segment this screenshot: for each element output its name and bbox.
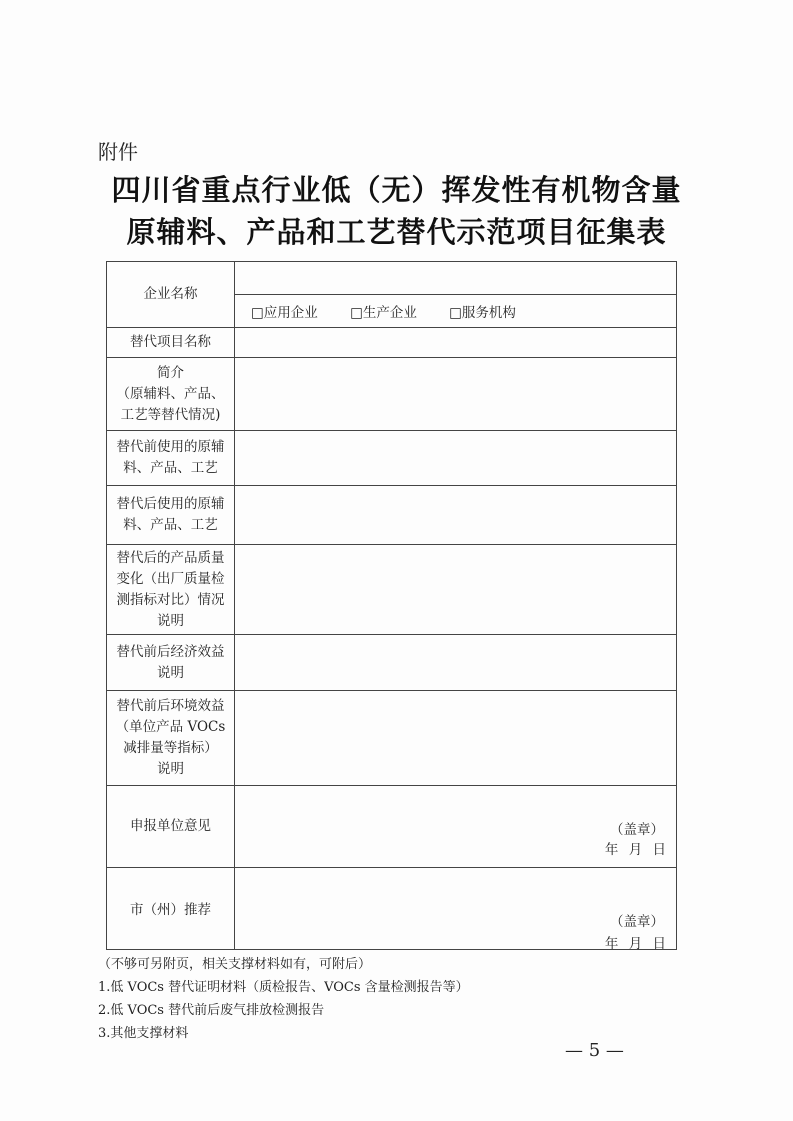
row-field[interactable] xyxy=(235,431,677,486)
date-text: 年 月 日 xyxy=(604,936,666,952)
seal-text: （盖章） xyxy=(610,914,664,930)
note: 3.其他支撑材料 xyxy=(98,1026,189,1041)
note: （不够可另附页，相关支撑材料如有，可附后） xyxy=(98,957,372,972)
attachment-label: 附件 xyxy=(98,140,138,164)
company-name-field[interactable] xyxy=(235,262,677,295)
checkbox-application[interactable]: □应用企业 xyxy=(251,305,318,321)
company-name-label: 企业名称 xyxy=(107,262,235,328)
company-type-options xyxy=(235,295,677,328)
seal-text: （盖章） xyxy=(610,822,664,838)
title-line-1: 四川省重点行业低（无）挥发性有机物含量 xyxy=(111,173,682,207)
row-field[interactable] xyxy=(235,691,677,786)
note: 2.低 VOCs 替代前后废气排放检测报告 xyxy=(98,1003,325,1018)
applicant-opinion-label: 申报单位意见 xyxy=(107,786,235,868)
row-field[interactable] xyxy=(235,328,677,358)
row-label: 替代项目名称 xyxy=(107,328,235,358)
checkbox-production[interactable]: □生产企业 xyxy=(350,305,417,321)
date-text: 年 月 日 xyxy=(604,842,666,858)
page-number: — 5 — xyxy=(565,1040,624,1061)
row-field[interactable] xyxy=(235,545,677,635)
row-label: 替代前后经济效益 说明 xyxy=(107,635,235,691)
city-recommend-field[interactable] xyxy=(235,868,677,950)
row-label: 替代后的产品质量 变化（出厂质量检 测指标对比）情况 说明 xyxy=(107,545,235,635)
title-line-2: 原辅料、产品和工艺替代示范项目征集表 xyxy=(126,215,667,249)
row-label: 简介 （原辅料、产品、 工艺等替代情况) xyxy=(107,358,235,431)
row-label: 替代前使用的原辅 料、产品、工艺 xyxy=(107,431,235,486)
row-field[interactable] xyxy=(235,635,677,691)
row-field[interactable] xyxy=(235,486,677,545)
row-label: 替代前后环境效益 （单位产品 VOCs 减排量等指标） 说明 xyxy=(107,691,235,786)
notes xyxy=(98,953,469,1045)
note: 1.低 VOCs 替代证明材料（质检报告、VOCs 含量检测报告等） xyxy=(98,980,469,995)
row-label: 替代后使用的原辅 料、产品、工艺 xyxy=(107,486,235,545)
checkbox-service[interactable]: □服务机构 xyxy=(449,305,516,321)
city-recommend-label: 市（州）推荐 xyxy=(107,868,235,950)
form-table xyxy=(106,261,677,950)
applicant-opinion-field[interactable] xyxy=(235,786,677,868)
row-field[interactable] xyxy=(235,358,677,431)
